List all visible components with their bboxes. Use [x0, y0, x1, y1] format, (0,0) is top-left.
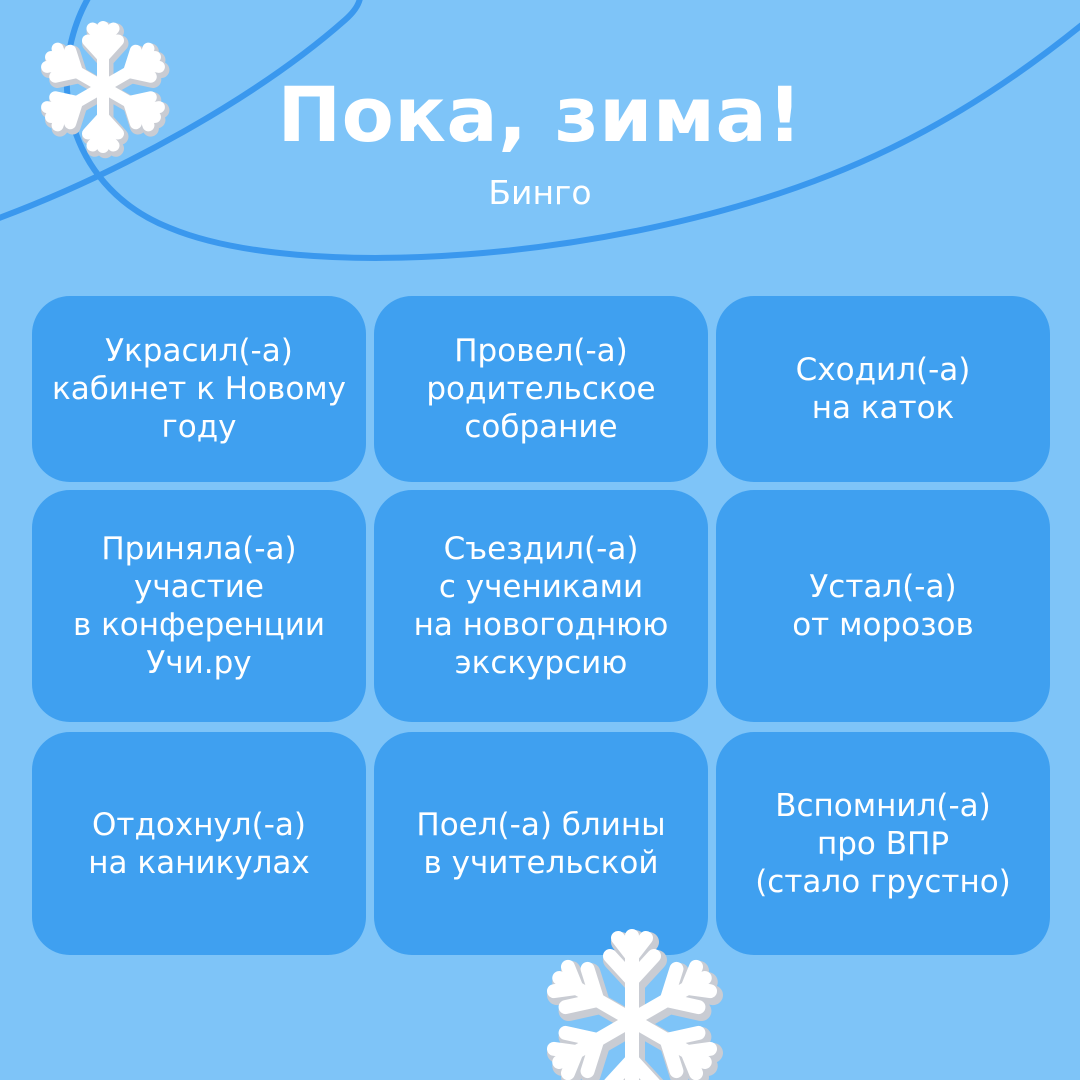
bingo-cell[interactable]: Устал(-а) от морозов — [716, 490, 1050, 722]
snowflake-icon — [532, 920, 732, 1080]
bingo-cell[interactable]: Отдохнул(-а) на каникулах — [32, 732, 366, 955]
bingo-cell[interactable]: Съездил(-а) с учениками на новогоднюю экскурсию — [374, 490, 708, 722]
bingo-cell[interactable]: Приняла(-а) участие в конференции Учи.ру — [32, 490, 366, 722]
page-subtitle: Бинго — [488, 173, 592, 212]
bingo-cell[interactable]: Поел(-а) блины в учительской — [374, 732, 708, 955]
page-title: Пока, зима! — [277, 70, 803, 159]
bingo-cell[interactable]: Вспомнил(-а) про ВПР (стало грустно) — [716, 732, 1050, 955]
bingo-cell[interactable]: Сходил(-а) на каток — [716, 296, 1050, 482]
bingo-cell[interactable]: Украсил(-а) кабинет к Новому году — [32, 296, 366, 482]
bingo-cell[interactable]: Провел(-а) родительское собрание — [374, 296, 708, 482]
